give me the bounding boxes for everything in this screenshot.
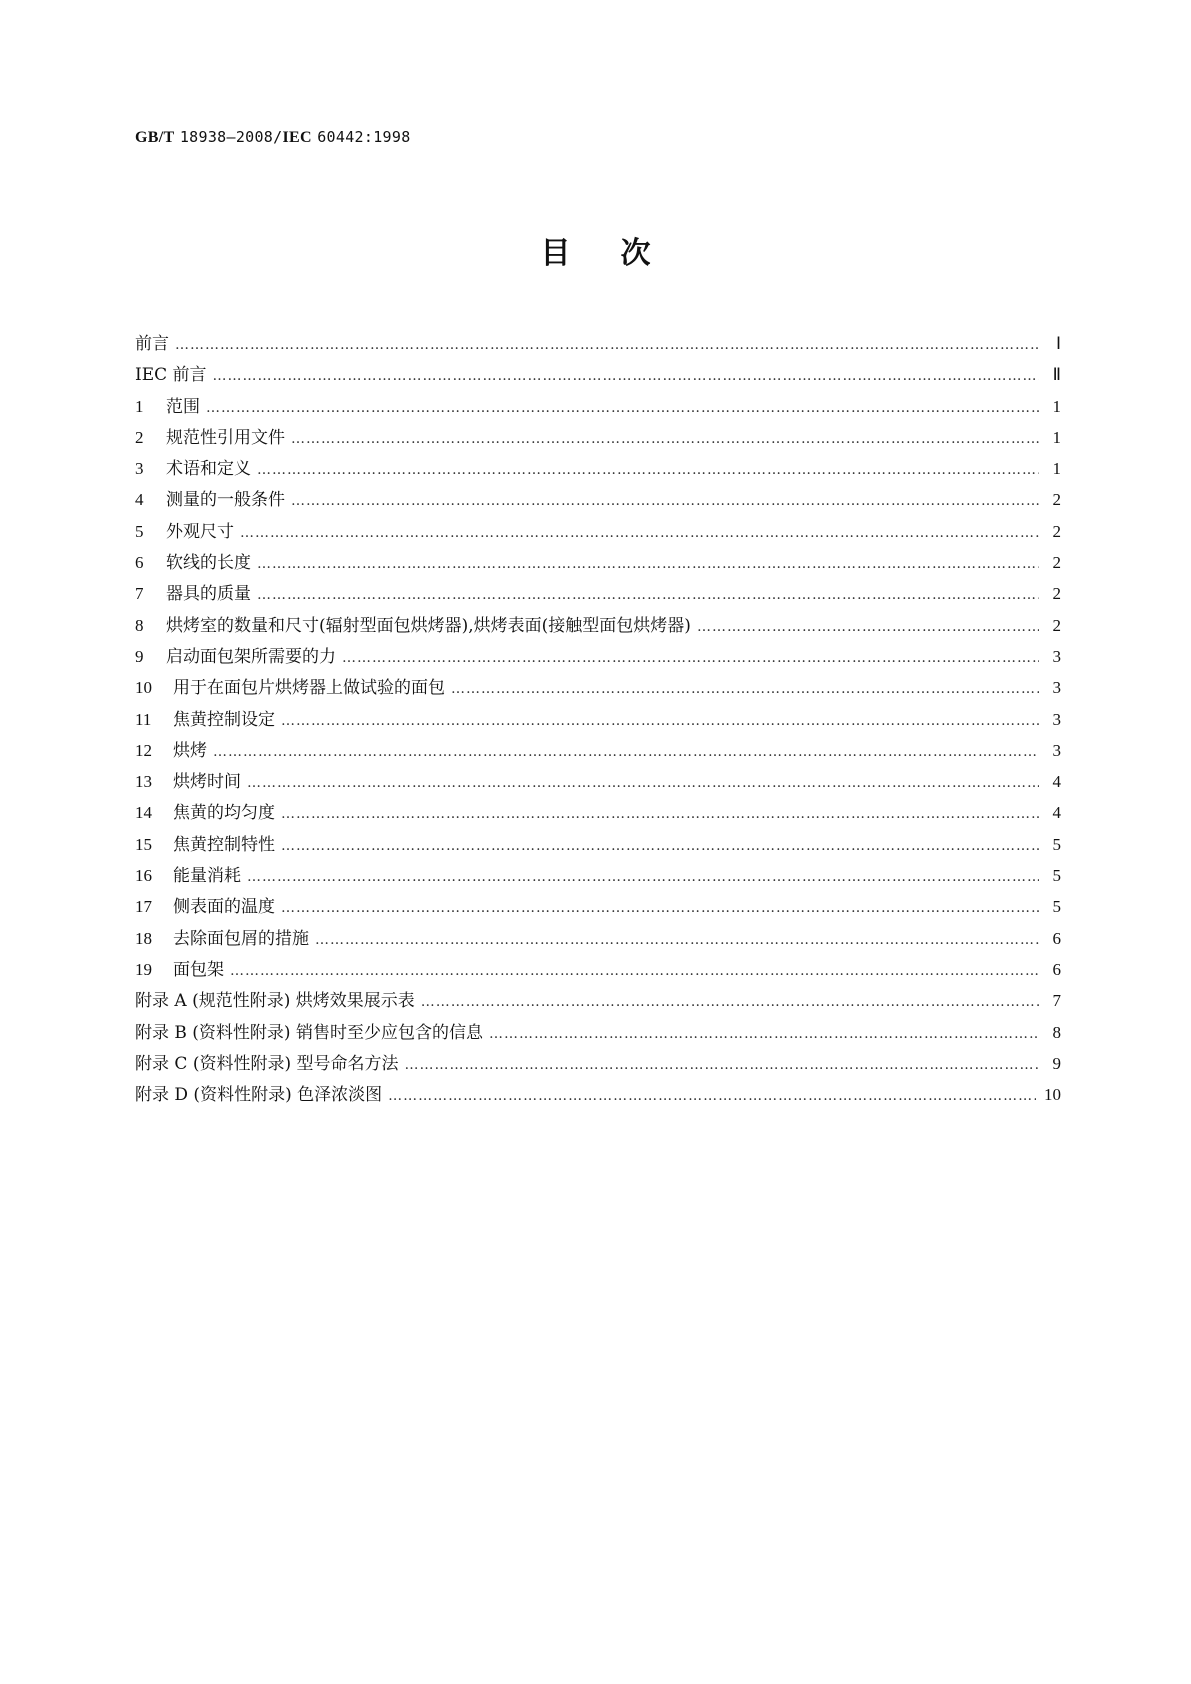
toc-entry-label bbox=[135, 861, 247, 886]
toc-entry-title: 附录 A (规范性附录) 烘烤效果展示表 bbox=[135, 991, 415, 1012]
toc-entry-number: 7 bbox=[135, 584, 144, 604]
toc-entry[interactable] bbox=[135, 392, 1061, 423]
toc-entry[interactable] bbox=[135, 360, 1061, 391]
toc-page-number: 1 bbox=[1052, 459, 1061, 479]
toc-dot-leader bbox=[257, 587, 1039, 603]
toc-entry-title: 附录 C (资料性附录) 型号命名方法 bbox=[135, 1053, 399, 1074]
toc-dot-leader bbox=[257, 556, 1039, 572]
toc-entry-label bbox=[135, 485, 291, 510]
toc-entry[interactable] bbox=[135, 611, 1061, 642]
toc-page-number: Ⅱ bbox=[1052, 365, 1061, 385]
toc-entry-title: 用于在面包片烘烤器上做试验的面包 bbox=[173, 678, 445, 699]
toc-page-number: 3 bbox=[1052, 678, 1061, 698]
toc-page-number: 5 bbox=[1052, 834, 1061, 854]
toc-entry-title: IEC 前言 bbox=[135, 365, 207, 386]
toc-dot-leader bbox=[291, 493, 1039, 509]
iec-code: IEC bbox=[282, 129, 312, 146]
toc-entry-label bbox=[135, 736, 213, 761]
toc-entry-title: 焦黄控制设定 bbox=[173, 709, 275, 730]
toc-entry-label bbox=[135, 1018, 489, 1043]
toc-dot-leader bbox=[342, 650, 1039, 666]
toc-entry-title: 前言 bbox=[135, 334, 169, 354]
toc-page-number: 4 bbox=[1052, 772, 1061, 792]
toc-page-number: 3 bbox=[1052, 709, 1061, 729]
toc-page-number: 5 bbox=[1052, 866, 1061, 886]
table-of-contents bbox=[135, 329, 1061, 1111]
toc-entry-title: 软线的长度 bbox=[166, 553, 251, 574]
iec-number: 60442:1998 bbox=[317, 128, 411, 146]
toc-page-number: 2 bbox=[1052, 615, 1061, 635]
toc-entry-title: 启动面包架所需要的力 bbox=[166, 646, 336, 667]
toc-page-number: 9 bbox=[1052, 1053, 1061, 1073]
toc-entry-title: 外观尺寸 bbox=[166, 521, 234, 542]
toc-entry-number: 19 bbox=[135, 959, 152, 979]
toc-entry-title: 烘烤 bbox=[173, 740, 207, 761]
toc-entry-label bbox=[135, 579, 257, 604]
toc-entry-title: 范围 bbox=[166, 396, 200, 417]
toc-entry-number: 18 bbox=[135, 928, 152, 948]
toc-page-number: 8 bbox=[1052, 1022, 1061, 1042]
toc-page-number: 2 bbox=[1052, 490, 1061, 510]
toc-entry-label bbox=[135, 642, 342, 667]
toc-entry-number: 5 bbox=[135, 521, 144, 541]
toc-page-number: 2 bbox=[1052, 553, 1061, 573]
toc-entry-label bbox=[135, 924, 315, 949]
toc-entry-label bbox=[135, 454, 257, 479]
toc-entry-title: 烘烤时间 bbox=[173, 772, 241, 793]
toc-entry[interactable] bbox=[135, 423, 1061, 454]
toc-page-number: 3 bbox=[1052, 646, 1061, 666]
toc-dot-leader bbox=[175, 337, 1039, 353]
toc-entry[interactable] bbox=[135, 485, 1061, 516]
toc-dot-leader bbox=[291, 431, 1039, 447]
toc-page-number: 3 bbox=[1052, 740, 1061, 760]
toc-dot-leader bbox=[247, 775, 1039, 791]
toc-dot-leader bbox=[230, 963, 1039, 979]
toc-entry[interactable] bbox=[135, 892, 1061, 923]
toc-entry-title: 测量的一般条件 bbox=[166, 490, 285, 511]
toc-dot-leader bbox=[213, 744, 1039, 760]
toc-entry-label bbox=[135, 830, 281, 855]
toc-entry[interactable] bbox=[135, 830, 1061, 861]
toc-entry-title: 附录 B (资料性附录) 销售时至少应包含的信息 bbox=[135, 1022, 483, 1043]
toc-entry-label bbox=[135, 329, 175, 354]
toc-entry-label bbox=[135, 392, 206, 417]
toc-entry-number: 11 bbox=[135, 709, 152, 729]
toc-entry-title: 规范性引用文件 bbox=[166, 427, 285, 448]
toc-entry-title: 面包架 bbox=[173, 959, 224, 980]
toc-entry[interactable] bbox=[135, 1018, 1061, 1049]
toc-entry-title: 能量消耗 bbox=[173, 866, 241, 887]
toc-dot-leader bbox=[404, 1057, 1039, 1073]
toc-entry-number: 1 bbox=[135, 396, 144, 416]
toc-entry[interactable] bbox=[135, 767, 1061, 798]
standard-number: 18938—2008/ bbox=[179, 128, 283, 146]
toc-dot-leader bbox=[315, 932, 1039, 948]
toc-entry-title: 侧表面的温度 bbox=[173, 897, 275, 918]
toc-entry-label bbox=[135, 423, 291, 448]
toc-entry-number: 9 bbox=[135, 646, 144, 666]
toc-entry[interactable] bbox=[135, 642, 1061, 673]
toc-entry-label bbox=[135, 986, 421, 1011]
toc-entry[interactable] bbox=[135, 924, 1061, 955]
toc-entry[interactable] bbox=[135, 861, 1061, 892]
toc-entry[interactable] bbox=[135, 579, 1061, 610]
toc-dot-leader bbox=[421, 994, 1039, 1010]
toc-entry-title: 烘烤室的数量和尺寸(辐射型面包烘烤器),烘烤表面(接触型面包烘烤器) bbox=[166, 615, 691, 636]
toc-dot-leader bbox=[281, 838, 1039, 854]
toc-entry[interactable] bbox=[135, 673, 1061, 704]
toc-entry-number: 13 bbox=[135, 772, 152, 792]
toc-entry[interactable] bbox=[135, 517, 1061, 548]
toc-entry-number: 3 bbox=[135, 459, 144, 479]
toc-page-number: 5 bbox=[1052, 897, 1061, 917]
toc-entry-label bbox=[135, 360, 213, 385]
toc-dot-leader bbox=[281, 900, 1039, 916]
document-header bbox=[135, 127, 411, 147]
toc-entry-number: 15 bbox=[135, 834, 152, 854]
toc-entry-number: 10 bbox=[135, 678, 152, 698]
toc-entry-number: 6 bbox=[135, 553, 144, 573]
toc-page-number: 2 bbox=[1052, 584, 1061, 604]
toc-page-number: 2 bbox=[1052, 521, 1061, 541]
toc-entry[interactable] bbox=[135, 1049, 1061, 1080]
toc-entry-label bbox=[135, 611, 697, 636]
toc-entry-label bbox=[135, 955, 230, 980]
standard-code: GB/T bbox=[135, 129, 175, 146]
toc-page-number: 10 bbox=[1044, 1085, 1061, 1105]
toc-entry[interactable] bbox=[135, 454, 1061, 485]
toc-entry-number: 8 bbox=[135, 615, 144, 635]
toc-dot-leader bbox=[206, 400, 1039, 416]
toc-entry-title: 器具的质量 bbox=[166, 584, 251, 605]
toc-entry[interactable] bbox=[135, 736, 1061, 767]
toc-entry-label bbox=[135, 798, 281, 823]
toc-dot-leader bbox=[697, 619, 1039, 635]
toc-dot-leader bbox=[257, 462, 1039, 478]
toc-entry[interactable] bbox=[135, 798, 1061, 829]
toc-dot-leader bbox=[388, 1088, 1036, 1104]
toc-page-number: 1 bbox=[1052, 396, 1061, 416]
toc-dot-leader bbox=[247, 869, 1039, 885]
toc-entry-label bbox=[135, 673, 451, 698]
toc-dot-leader bbox=[213, 368, 1039, 384]
page-title: 目次 bbox=[540, 236, 701, 271]
toc-dot-leader bbox=[281, 806, 1039, 822]
toc-entry-title: 附录 D (资料性附录) 色泽浓淡图 bbox=[135, 1085, 383, 1106]
toc-entry-label bbox=[135, 1049, 404, 1074]
toc-entry-number: 2 bbox=[135, 427, 144, 447]
toc-entry-title: 去除面包屑的措施 bbox=[173, 928, 309, 949]
toc-entry-label bbox=[135, 892, 281, 917]
toc-page-number: 1 bbox=[1052, 427, 1061, 447]
toc-page-number: Ⅰ bbox=[1055, 334, 1061, 353]
toc-entry-title: 术语和定义 bbox=[166, 459, 251, 480]
toc-dot-leader bbox=[451, 681, 1039, 697]
toc-page-number: 6 bbox=[1052, 959, 1061, 979]
toc-page-number: 6 bbox=[1052, 928, 1061, 948]
toc-page-number: 4 bbox=[1052, 803, 1061, 823]
toc-entry-number: 12 bbox=[135, 740, 152, 760]
toc-entry[interactable] bbox=[135, 329, 1061, 360]
toc-entry-number: 14 bbox=[135, 803, 152, 823]
toc-entry[interactable] bbox=[135, 705, 1061, 736]
toc-entry-number: 17 bbox=[135, 897, 152, 917]
toc-entry-label bbox=[135, 705, 281, 730]
toc-entry-number: 16 bbox=[135, 866, 152, 886]
toc-entry[interactable] bbox=[135, 548, 1061, 579]
toc-dot-leader bbox=[281, 713, 1039, 729]
toc-dot-leader bbox=[489, 1026, 1039, 1042]
toc-entry-label bbox=[135, 517, 240, 542]
toc-entry-label bbox=[135, 1080, 388, 1105]
toc-entry-label bbox=[135, 548, 257, 573]
toc-entry[interactable] bbox=[135, 955, 1061, 986]
toc-entry[interactable] bbox=[135, 1080, 1061, 1111]
toc-dot-leader bbox=[240, 525, 1039, 541]
toc-page-number: 7 bbox=[1052, 991, 1061, 1011]
toc-entry-title: 焦黄的均匀度 bbox=[173, 803, 275, 824]
toc-entry[interactable] bbox=[135, 986, 1061, 1017]
toc-entry-label bbox=[135, 767, 247, 792]
toc-entry-number: 4 bbox=[135, 490, 144, 510]
toc-entry-title: 焦黄控制特性 bbox=[173, 834, 275, 855]
